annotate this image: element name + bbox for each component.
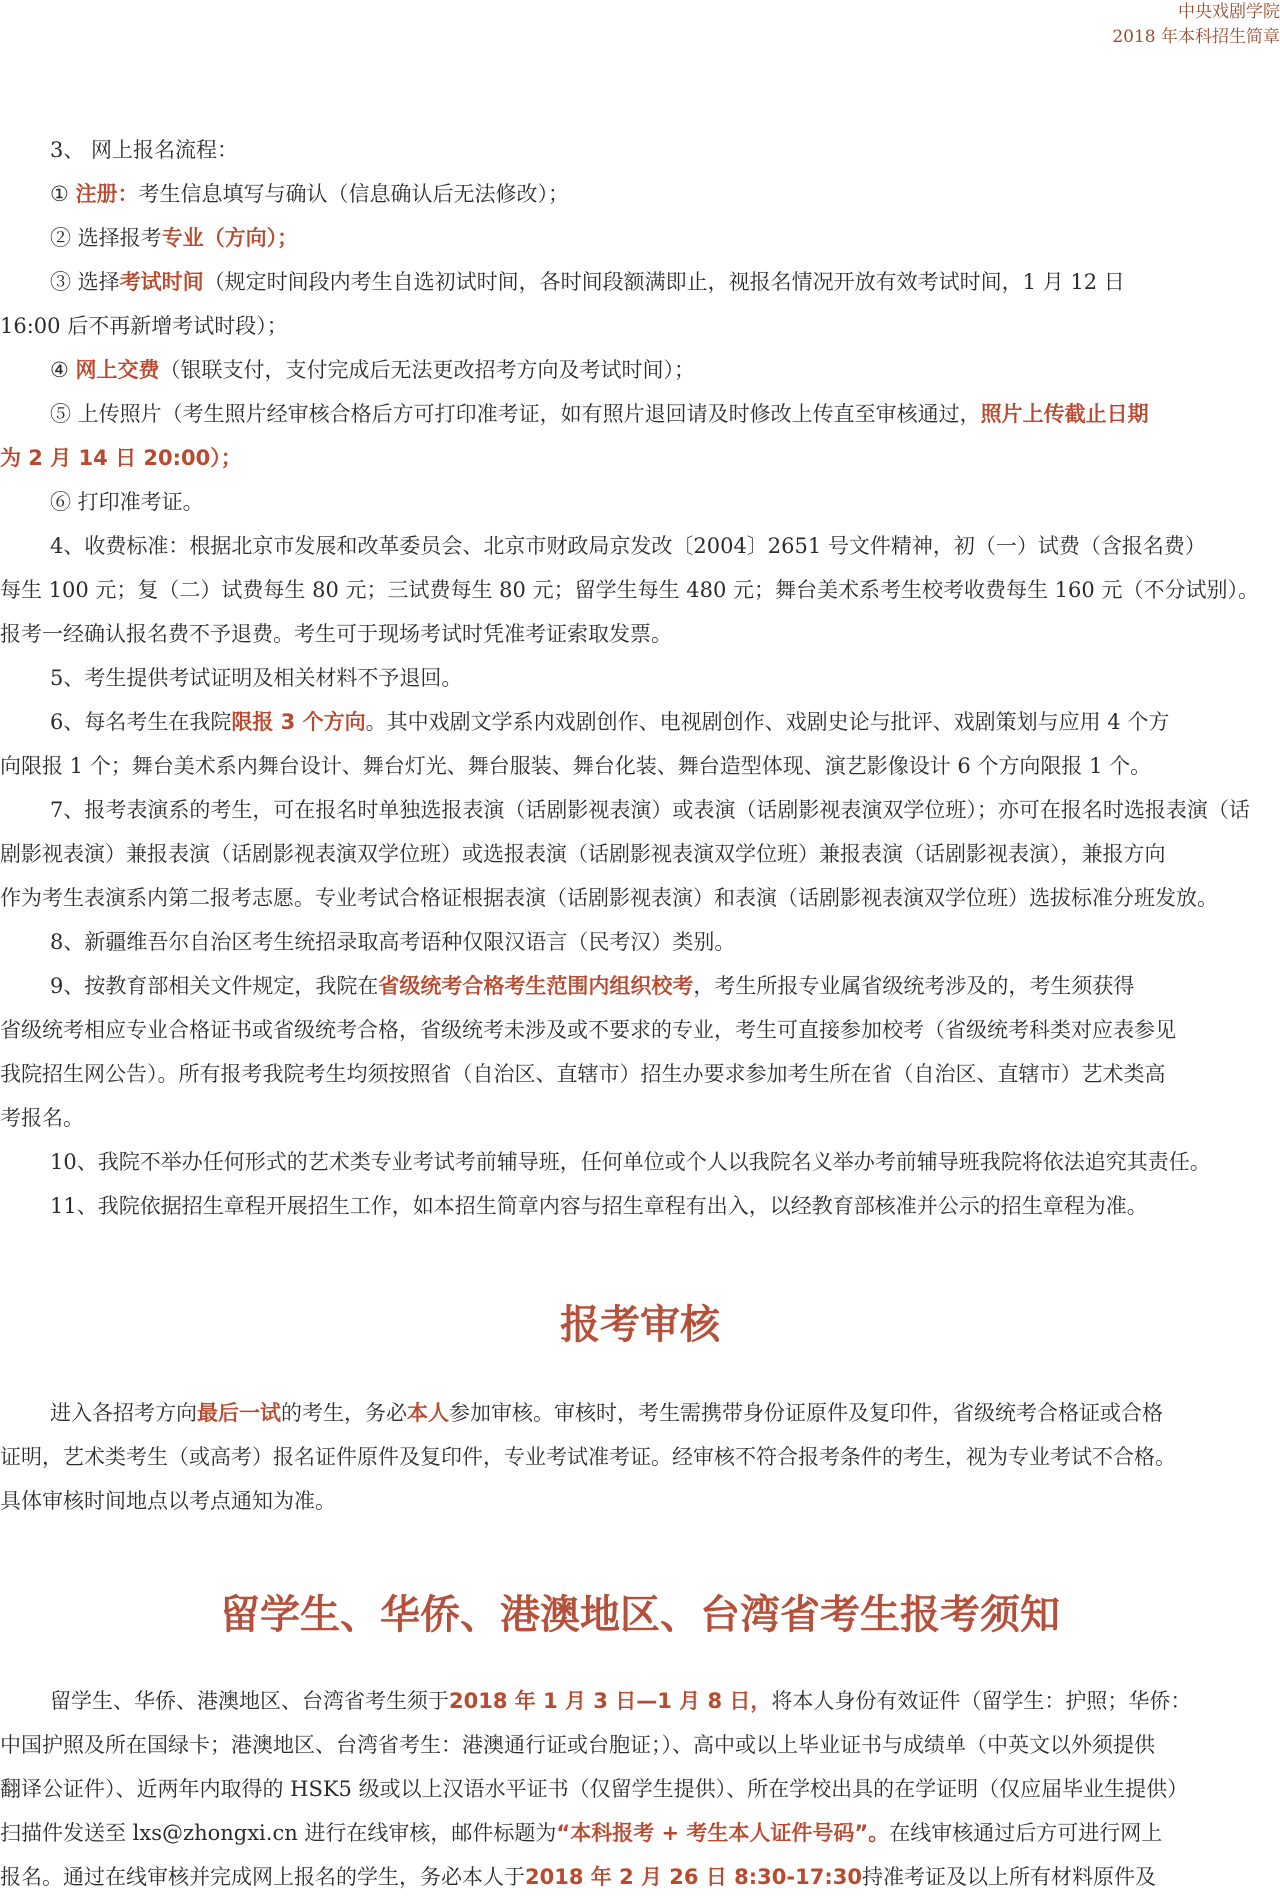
text: （银联支付，支付完成后无法更改招考方向及考试时间）； [159,358,696,382]
step-select-time [0,260,1280,304]
xinjiang-rule [0,920,1280,964]
highlight: 2018 年 2 月 26 日 8:30-17:30 [525,1865,862,1889]
highlight: 专业（方向）； [161,226,299,250]
text: 作为考生表演系内第二报考志愿。专业考试合格证根据表演（话剧影视表演）和表演（话剧影视表演双学位班）选拔标准分班发放。 [0,886,1218,910]
document-body [0,128,1280,1899]
provincial-exam-rule-cont [0,1008,1280,1052]
acting-dept-rule [0,788,1280,832]
materials-not-returned [0,656,1280,700]
highlight: 省级统考合格考生范围内组织校考 [378,974,694,998]
provincial-exam-rule-cont [0,1052,1280,1096]
text: 持准考证及以上所有材料原件及 [861,1865,1156,1889]
overseas-paragraph-cont [0,1767,1280,1811]
step-select-time-cont [0,304,1280,348]
text: （规定时间段内考生自选初试时间，各时间段额满即止，视报名情况开放有效考试时间，1 月 12 日 [203,270,1125,294]
text: 6、每名考生在我院 [50,710,232,734]
direction-limit-cont [0,744,1280,788]
overseas-paragraph-cont [0,1811,1280,1855]
text: 11、我院依据招生章程开展招生工作，如本招生简章内容与招生章程有出入，以经教育部核准并公示的招生章程为准。 [50,1194,1148,1218]
overseas-paragraph-cont [0,1855,1280,1899]
section-title-overseas: 留学生、华侨、港澳地区、台湾省考生报考须知 [220,1591,1060,1638]
text: 报考一经确认报名费不予退费。考生可于现场考试时凭准考证索取发票。 [0,622,672,646]
text: 7、报考表演系的考生，可在报名时单独选报表演（话剧影视表演）或表演（话剧影视表演双学位班）；亦可在报名时选报表演（话 [50,798,1250,822]
text: 进入各招考方向 [50,1401,197,1425]
highlight: 为 2 月 14 日 20:00）； [0,446,242,470]
highlight: 网上交费 [75,358,160,382]
text: 证明，艺术类考生（或高考）报名证件原件及复印件，专业考试准考证。经审核不符合报考条件的考生，视为专业考试不合格。 [0,1445,1176,1469]
text: 16:00 后不再新增考试时段）； [0,314,288,338]
text: 考报名。 [0,1106,84,1130]
highlight: “本科报考 + 考生本人证件号码”。 [556,1821,890,1845]
text: 向限报 1 个；舞台美术系内舞台设计、舞台灯光、舞台服装、舞台化装、舞台造型体现、演艺影像设计 6 个方向限报 1 个。 [0,754,1152,778]
text: 8、新疆维吾尔自治区考生统招录取高考语种仅限汉语言（民考汉）类别。 [50,930,736,954]
text: 在线审核通过后方可进行网上 [889,1821,1163,1845]
text: 参加审核。审核时，考生需携带身份证原件及复印件，省级统考合格证或合格 [449,1401,1163,1425]
review-paragraph-cont [0,1479,1280,1523]
review-paragraph-cont [0,1435,1280,1479]
acting-dept-rule-cont [0,876,1280,920]
text: 我院招生网公告）。所有报考我院考生均须按照省（自治区、直辖市）招生办要求参加考生所在省（自治区、直辖市）艺术类高 [0,1062,1166,1086]
header-school-name: 中央戏剧学院 [1178,2,1280,22]
text: 省级统考相应专业合格证书或省级统考合格，省级统考未涉及或不要求的专业，考生可直接参加校考（省级统考科类对应表参见 [0,1018,1176,1042]
text: 每生 100 元；复（二）试费每生 80 元；三试费每生 80 元；留学生每生 480 元；舞台美术系考生校考收费每生 160 元（不分试别）。 [0,578,1259,602]
text: 翻译公证件）、近两年内取得的 HSK5 级或以上汉语水平证书（仅留学生提供）、所在学校出具的在学证明（仅应届毕业生提供） [0,1777,1189,1801]
step-register [0,172,1280,216]
header-document-title: 2018 年本科招生简章 [1112,27,1280,47]
highlight: 2018 年 1 月 3 日—1 月 8 日， [449,1689,772,1713]
charter-rule [0,1184,1280,1228]
highlight: 考试时间 [119,270,204,294]
text: ⑥ 打印准考证。 [50,490,204,514]
step-upload-photo [0,392,1280,436]
step-print-admission [0,480,1280,524]
review-paragraph [0,1391,1280,1435]
provincial-exam-rule-cont [0,1096,1280,1140]
text: ⑤ 上传照片（考生照片经审核合格后方可打印准考证，如有照片退回请及时修改上传直至审核通过， [50,402,981,426]
text: 中国护照及所在国绿卡；港澳地区、台湾省考生：港澳通行证或台胞证；）、高中或以上毕业证书与成绩单（中英文以外须提供 [0,1733,1155,1757]
section-title-review: 报考审核 [560,1301,720,1348]
text: 将本人身份有效证件（留学生：护照；华侨： [771,1689,1192,1713]
text: 10、我院不举办任何形式的艺术类专业考试考前辅导班，任何单位或个人以我院名义举办考前辅导班我院将依法追究其责任。 [50,1150,1211,1174]
step-3-heading [0,128,1280,172]
provincial-exam-rule [0,964,1280,1008]
text: 5、考生提供考试证明及相关材料不予退回。 [50,666,463,690]
acting-dept-rule-cont [0,832,1280,876]
fee-standard [0,524,1280,568]
fee-standard-cont [0,568,1280,612]
page-header [1112,0,1280,50]
text: ，考生所报专业属省级统考涉及的，考生须获得 [693,974,1135,998]
text: 。其中戏剧文学系内戏剧创作、电视剧创作、戏剧史论与批评、戏剧策划与应用 4 个方 [365,710,1170,734]
highlight: 限报 3 个方向 [231,710,366,734]
text: 的考生，务必 [281,1401,407,1425]
overseas-paragraph-cont [0,1723,1280,1767]
text: ① [50,182,76,206]
text: 4、收费标准：根据北京市发展和改革委员会、北京市财政局京发改〔2004〕2651 号文件精神，初（一）试费（含报名费） [50,534,1206,558]
text: 9、按教育部相关文件规定，我院在 [50,974,379,998]
text: ③ 选择 [50,270,120,294]
overseas-paragraph [0,1679,1280,1723]
text: 考生信息填写与确认（信息确认后无法修改）； [138,182,570,206]
text: 具体审核时间地点以考点通知为准。 [0,1489,336,1513]
text: 报名。通过在线审核并完成网上报名的学生，务必本人于 [0,1865,525,1889]
highlight: 本人 [407,1401,449,1425]
text: 留学生、华侨、港澳地区、台湾省考生须于 [50,1689,449,1713]
fee-standard-cont [0,612,1280,656]
highlight: 照片上传截止日期 [980,402,1149,426]
highlight: 注册： [75,182,139,206]
text: ② 选择报考 [50,226,162,250]
step-upload-photo-deadline [0,436,1280,480]
step-payment [0,348,1280,392]
step-select-major [0,216,1280,260]
text: ④ [50,358,76,382]
text: 扫描件发送至 lxs@zhongxi.cn 进行在线审核，邮件标题为 [0,1821,557,1845]
text: 3、 网上报名流程： [50,138,239,162]
direction-limit [0,700,1280,744]
text: 剧影视表演）兼报表演（话剧影视表演双学位班）或选报表演（话剧影视表演双学位班）兼报表演（话剧影视表演），兼报方向 [0,842,1166,866]
no-tutoring-rule [0,1140,1280,1184]
highlight: 最后一试 [197,1401,281,1425]
